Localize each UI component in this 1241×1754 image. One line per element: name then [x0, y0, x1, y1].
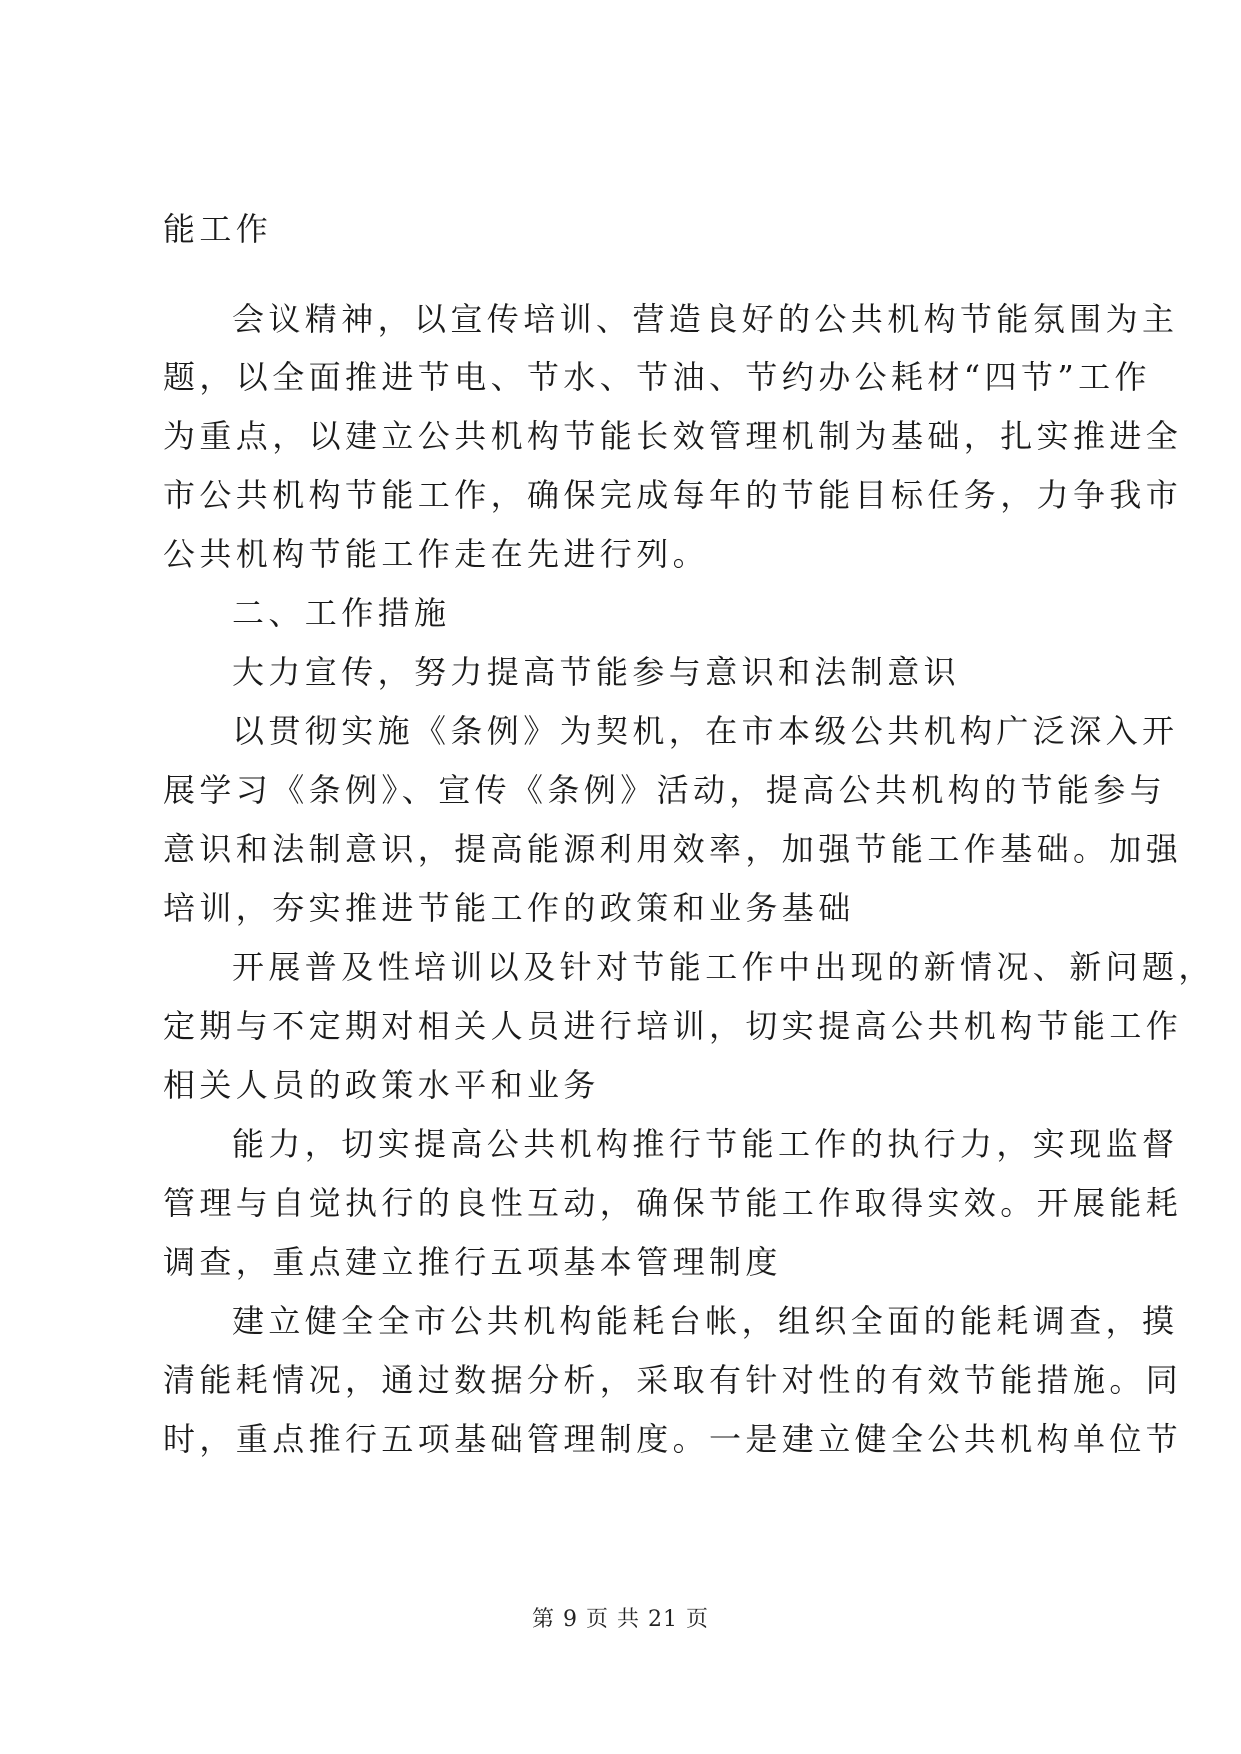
text-line: 以贯彻实施《条例》为契机，在市本级公共机构广泛深入开: [232, 712, 1179, 750]
text-line: 开展普及性培训以及针对节能工作中出现的新情况、新问题，: [232, 948, 1215, 986]
text-line: 市公共机构节能工作，确保完成每年的节能目标任务，力争我市: [163, 476, 1183, 514]
text-line: 管理与自觉执行的良性互动，确保节能工作取得实效。开展能耗: [163, 1184, 1183, 1222]
text-line: 清能耗情况，通过数据分析，采取有针对性的有效节能措施。同: [163, 1361, 1183, 1399]
text-line: 意识和法制意识，提高能源利用效率，加强节能工作基础。加强: [163, 830, 1183, 868]
text-line: 时，重点推行五项基础管理制度。一是建立健全公共机构单位节: [163, 1420, 1183, 1458]
page-footer: [0, 1605, 1241, 1635]
text-line: 会议精神，以宣传培训、营造良好的公共机构节能氛围为主: [232, 300, 1179, 338]
text-line: 相关人员的政策水平和业务: [163, 1066, 600, 1104]
subsection-heading: 大力宣传，努力提高节能参与意识和法制意识: [232, 653, 961, 691]
text-line: 为重点，以建立公共机构节能长效管理机制为基础，扎实推进全: [163, 417, 1183, 455]
text-line: 展学习《条例》、宣传《条例》活动，提高公共机构的节能参与: [163, 771, 1167, 809]
text-line: 建立健全全市公共机构能耗台帐，组织全面的能耗调查，摸: [232, 1302, 1179, 1340]
section-heading: 二、工作措施: [232, 594, 451, 632]
text-line: 能工作: [163, 210, 273, 248]
text-line: 定期与不定期对相关人员进行培训，切实提高公共机构节能工作: [163, 1007, 1183, 1045]
text-line: 调查，重点建立推行五项基本管理制度: [163, 1243, 782, 1281]
text-line: 题，以全面推进节电、节水、节油、节约办公耗材“四节”工作: [163, 358, 1151, 396]
text-line: 能力，切实提高公共机构推行节能工作的执行力，实现监督: [232, 1125, 1179, 1163]
text-line: 公共机构节能工作走在先进行列。: [163, 535, 710, 573]
page-number-label: 第 9 页 共 21 页: [532, 1607, 709, 1632]
text-line: 培训，夯实推进节能工作的政策和业务基础: [163, 889, 855, 927]
